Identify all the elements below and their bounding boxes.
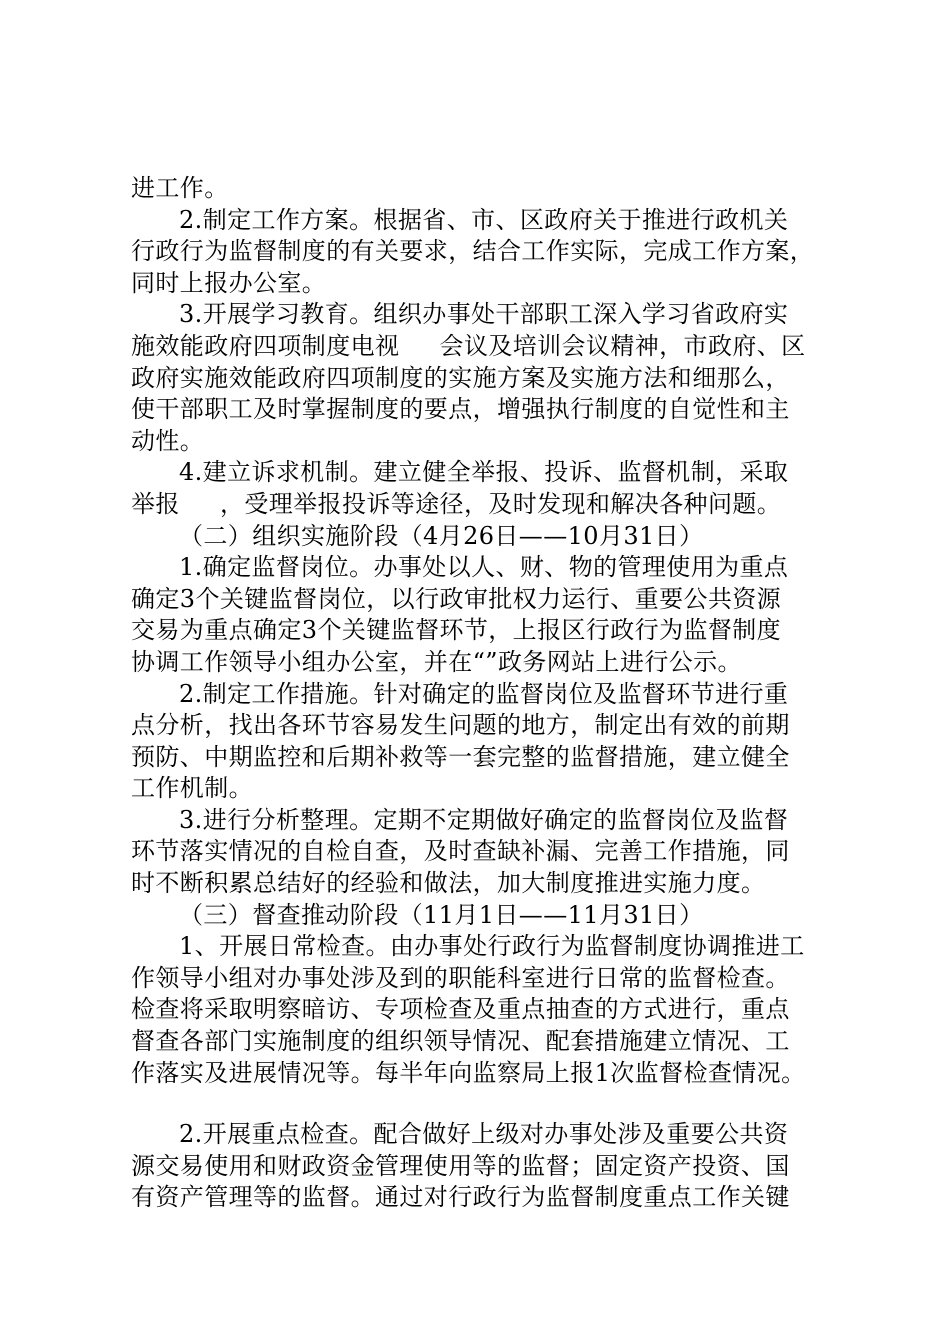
section-heading: （二）组织实施阶段（4月26日——10月31日） (179, 521, 704, 550)
paragraph-line: 作落实及进展情况等。每半年向监察局上报1次监督检查情况。 (131, 1058, 806, 1087)
paragraph-line: 工作机制。 (131, 774, 253, 803)
paragraph-line: 有资产管理等的监督。通过对行政行为监督制度重点工作关键 (131, 1183, 790, 1212)
paragraph-line: 源交易使用和财政资金管理使用等的监督；固定资产投资、国 (131, 1151, 790, 1180)
paragraph-line: 预防、中期监控和后期补救等一套完整的监督措施，建立健全 (131, 742, 790, 771)
document-body (131, 173, 831, 1214)
paragraph-line: 1、开展日常检查。由办事处行政行为监督制度协调推进工 (179, 932, 805, 961)
paragraph-gap (131, 1089, 831, 1119)
paragraph-line: 2.制定工作措施。针对确定的监督岗位及监督环节进行重 (179, 679, 789, 708)
paragraph-line: 行政行为监督制度的有关要求，结合工作实际，完成工作方案， (131, 237, 815, 266)
paragraph-line: 确定3个关键监督岗位，以行政审批权力运行、重要公共资源 (131, 584, 782, 613)
paragraph-line: 2.开展重点检查。配合做好上级对办事处涉及重要公共资 (179, 1120, 789, 1149)
paragraph-line: 时不断积累总结好的经验和做法，加大制度推进实施力度。 (131, 869, 766, 898)
paragraph-line: 作领导小组对办事处涉及到的职能科室进行日常的监督检查。 (131, 963, 790, 992)
paragraph-line: 4.建立诉求机制。建立健全举报、投诉、监督机制，采取 (179, 458, 789, 487)
paragraph-line: 2.制定工作方案。根据省、市、区政府关于推进行政机关 (179, 205, 789, 234)
paragraph-line: 3.开展学习教育。组织办事处干部职工深入学习省政府实 (179, 300, 789, 329)
paragraph-line: 3.进行分析整理。定期不定期做好确定的监督岗位及监督 (179, 805, 789, 834)
paragraph-line: 协调工作领导小组办公室，并在“”政务网站上进行公示。 (131, 647, 742, 676)
paragraph-line: 动性。 (131, 426, 205, 455)
paragraph-line: 施效能政府四项制度电视 会议及培训会议精神，市政府、区 (131, 331, 806, 360)
paragraph-line: 检查将采取明察暗访、专项检查及重点抽查的方式进行，重点 (131, 995, 790, 1024)
paragraph-line: 1.确定监督岗位。办事处以人、财、物的管理使用为重点 (179, 553, 789, 582)
paragraph-line: 使干部职工及时掌握制度的要点，增强执行制度的自觉性和主 (131, 395, 790, 424)
paragraph-line: 政府实施效能政府四项制度的实施方案及实施方法和细那么， (131, 363, 790, 392)
paragraph-line: 交易为重点确定3个关键监督环节，上报区行政行为监督制度 (131, 616, 782, 645)
paragraph-line: 督查各部门实施制度的组织领导情况、配套措施建立情况、工 (131, 1027, 790, 1056)
paragraph-line: 同时上报办公室。 (131, 268, 327, 297)
paragraph-line: 点分析，找出各环节容易发生问题的地方，制定出有效的前期 (131, 711, 790, 740)
paragraph-line: 进工作。 (131, 174, 229, 202)
section-heading: （三）督查推动阶段（11月1日——11月31日） (179, 900, 704, 929)
paragraph-line: 举报 ，受理举报投诉等途径，及时发现和解决各种问题。 (131, 489, 782, 518)
paragraph-line: 环节落实情况的自检自查，及时查缺补漏、完善工作措施，同 (131, 837, 790, 866)
